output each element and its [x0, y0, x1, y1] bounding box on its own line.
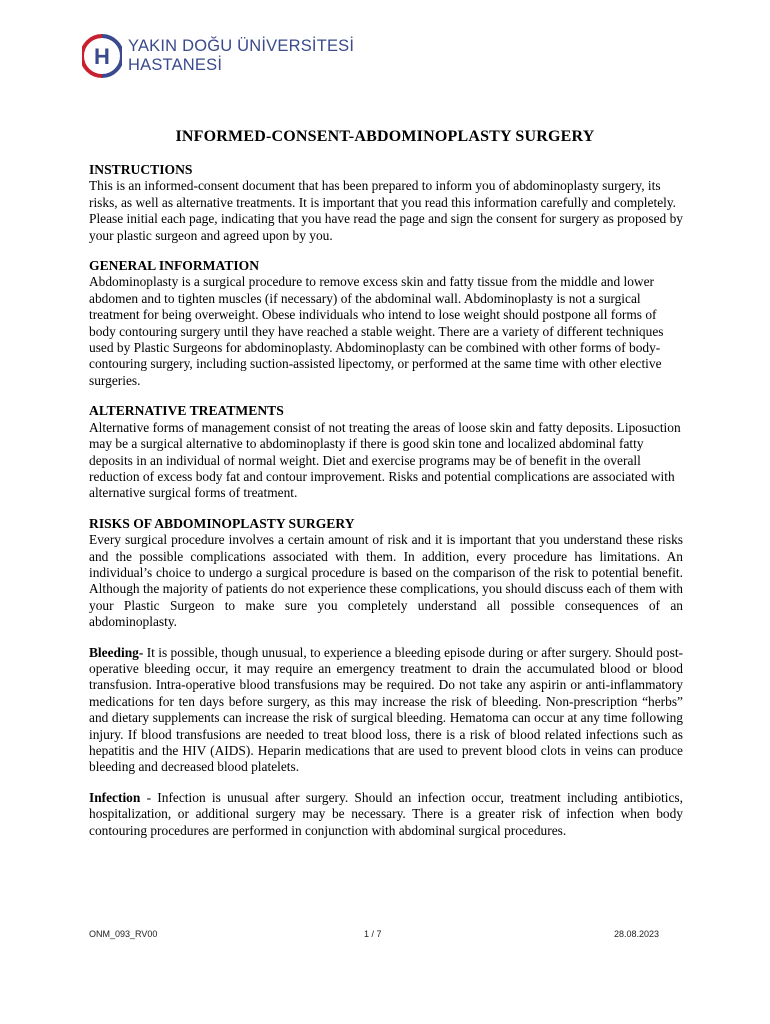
logo-line-1: YAKIN DOĞU ÜNİVERSİTESİ — [128, 37, 355, 55]
section-text: This is an informed-consent document that has been prepared to inform you of abdominoplasty surgery, its risks, as well as alternative treatments. It is important that you read this information carefully and completely. Please initial each page, indicating that you have read the page and sign the consent for surgery as proposed by your plastic surgeon and agreed upon by you. — [89, 178, 683, 243]
section-bleeding — [89, 645, 683, 776]
section-heading: ALTERNATIVE TREATMENTS — [89, 403, 284, 419]
infection-lead: Infection — [89, 789, 141, 805]
logo-text — [128, 37, 354, 75]
section-heading: INSTRUCTIONS — [89, 162, 193, 177]
section-text: Alternative forms of management consist of not treating the areas of loose skin and fatty deposits. Liposuction may be a surgical alternative to abdominoplasty if there is good skin tone and localized abdominal fatty deposits in an individual of normal weight. Diet and exercise programs may be of benefit in the overall reduction of excess body fat and contour improvement. Risks and potential complications are associated with alternative surgical forms of treatment. — [89, 419, 681, 501]
section-alternative-treatments — [89, 403, 683, 501]
infection-paragraph — [89, 790, 683, 839]
footer-page-number: 1 / 7 — [364, 929, 382, 939]
section-risks — [89, 516, 683, 631]
infection-text: - Infection is unusual after surgery. Should an infection occur, treatment including antibiotics, hospitalization, or additional surgery may be necessary. There is a greater risk of infection when body contouring procedures are performed in conjunction with abdominal surgical procedures. — [89, 789, 683, 838]
section-instructions — [89, 162, 683, 244]
section-infection — [89, 790, 683, 839]
hospital-logo — [82, 30, 354, 82]
footer-doc-code: ONM_093_RV00 — [89, 929, 158, 939]
bleeding-text: It is possible, though unusual, to experience a bleeding episode during or after surgery. Should post-operative bleeding occur, it may require an emergency treatment to drain the accumulated blood or blood transfusion. Intra-operative blood transfusions may be required. Do not take any aspirin or anti-inflammatory medications for ten days before surgery, as this may increase the risk of bleeding. Non-prescription “herbs” and dietary supplements can increase the risk of surgical bleeding. Hematoma can occur at any time following injury. If blood transfusions are needed to treat blood loss, there is a risk of blood related infections such as hepatitis and the HIV (AIDS). Heparin medications that are used to prevent blood clots in veins can produce bleeding and decreased blood platelets. — [89, 644, 683, 775]
logo-mark: H — [94, 44, 110, 69]
document-body — [89, 162, 683, 853]
section-text: Abdominoplasty is a surgical procedure to remove excess skin and fatty tissue from the middle and lower abdomen and to tighten muscles (if necessary) of the abdominal wall. Abdominoplasty is not a surgical treatment for being overweight. Obese individuals who intend to lose weight should postpone all forms of body contouring surgery until they have reached a stable weight. There are a variety of different techniques used by Plastic Surgeons for abdominoplasty. Abdominoplasty can be combined with other forms of body-contouring surgery, including suction-assisted lipectomy, or performed at the same time with other elective surgeries. — [89, 274, 664, 388]
section-heading: RISKS OF ABDOMINOPLASTY SURGERY — [89, 515, 355, 531]
section-general-information — [89, 258, 683, 389]
section-heading: GENERAL INFORMATION — [89, 258, 260, 274]
bleeding-lead: Bleeding- — [89, 644, 144, 660]
footer-date: 28.08.2023 — [614, 929, 660, 939]
document-title: INFORMED-CONSENT-ABDOMINOPLASTY SURGERY — [175, 128, 595, 145]
hospital-emblem-icon — [82, 33, 122, 79]
logo-line-2: HASTANESİ — [128, 56, 223, 74]
section-text: Every surgical procedure involves a certain amount of risk and it is important that you understand these risks and the possible complications associated with them. In addition, every procedure has limitations. An individual’s choice to undergo a surgical procedure is based on the comparison of the risk to potential benefit. Although the majority of patients do not experience these complications, you should discuss each of them with your Plastic Surgeon to make sure you completely understand all possible consequences of an abdominoplasty. — [89, 532, 683, 630]
bleeding-paragraph — [89, 645, 683, 776]
